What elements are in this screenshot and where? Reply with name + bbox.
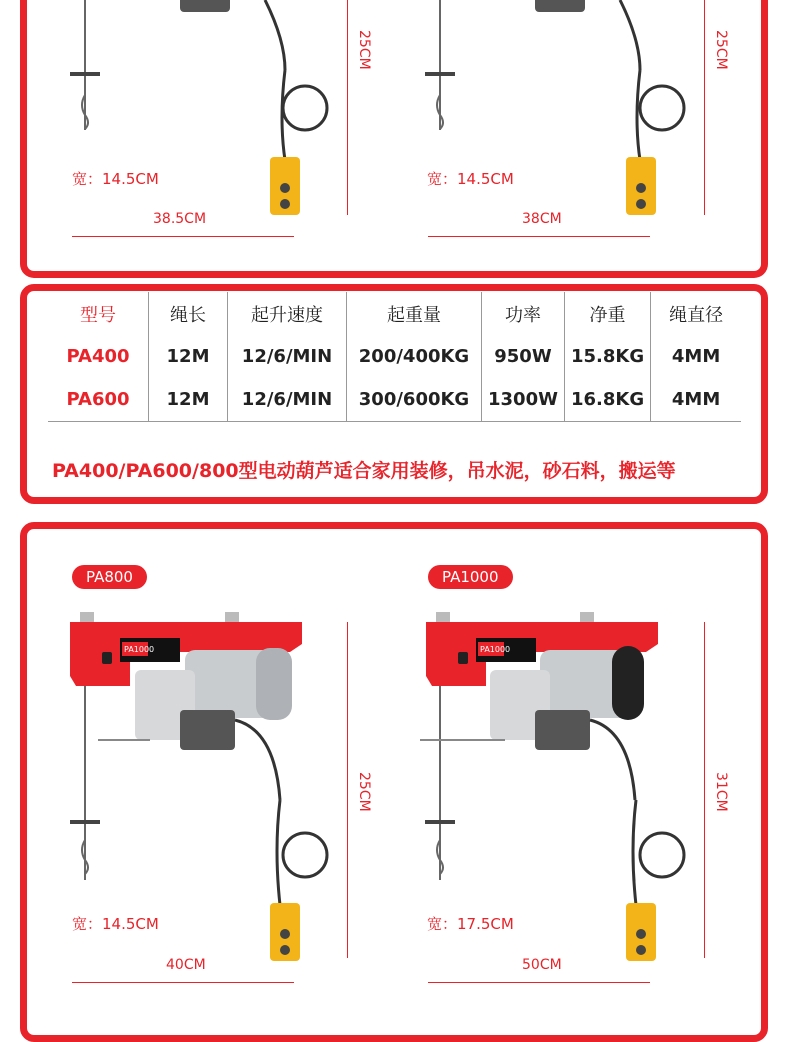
length-label-left: 38.5CM xyxy=(153,211,207,227)
header-power: 功率 xyxy=(482,292,565,335)
length-line-bottom-right xyxy=(428,982,650,983)
table-row: PA400 12M 12/6/MIN 200/400KG 950W 15.8KG 4MM xyxy=(48,335,741,378)
model-badge-right: PA1000 xyxy=(428,565,513,589)
top-hoist-illustrations xyxy=(0,0,790,290)
height-label-bottom-right: 31CM xyxy=(713,772,729,812)
height-label-left: 25CM xyxy=(356,30,372,70)
height-line-bottom-left xyxy=(347,622,348,958)
header-model: 型号 xyxy=(48,292,149,335)
width-label-bottom-left: 宽：14.5CM xyxy=(72,915,159,933)
length-line-bottom-left xyxy=(72,982,294,983)
width-label-left: 宽：14.5CM xyxy=(72,170,159,188)
header-speed: 起升速度 xyxy=(228,292,347,335)
motor-box-bottom xyxy=(180,0,230,12)
length-line-left xyxy=(72,236,294,237)
header-rope-length: 绳长 xyxy=(149,292,228,335)
model-badge-left: PA800 xyxy=(72,565,147,589)
table-header-row xyxy=(48,292,741,335)
length-label-bottom-right: 50CM xyxy=(522,957,562,973)
width-label-right: 宽：14.5CM xyxy=(427,170,514,188)
spec-table xyxy=(48,292,741,422)
length-label-bottom-left: 40CM xyxy=(166,957,206,973)
header-capacity: 起重量 xyxy=(347,292,482,335)
usage-note: PA400/PA600/800型电动葫芦适合家用装修，吊水泥，砂石料，搬运等 xyxy=(52,460,676,482)
length-line-right xyxy=(428,236,650,237)
height-line-right xyxy=(704,0,705,215)
height-line-left xyxy=(347,0,348,215)
plate-label: PA1000 xyxy=(124,645,155,654)
header-rope-diameter: 绳直径 xyxy=(669,304,724,326)
height-label-bottom-left: 25CM xyxy=(356,772,372,812)
plate-label: PA1000 xyxy=(480,645,511,654)
height-line-bottom-right xyxy=(704,622,705,958)
height-label-right: 25CM xyxy=(713,30,729,70)
table-row: PA600 12M 12/6/MIN 300/600KG 1300W 16.8KG 4MM xyxy=(48,378,741,422)
length-label-right: 38CM xyxy=(522,211,562,227)
width-label-bottom-right: 宽：17.5CM xyxy=(427,915,514,933)
motor-box xyxy=(180,710,235,750)
header-net-weight: 净重 xyxy=(564,292,650,335)
